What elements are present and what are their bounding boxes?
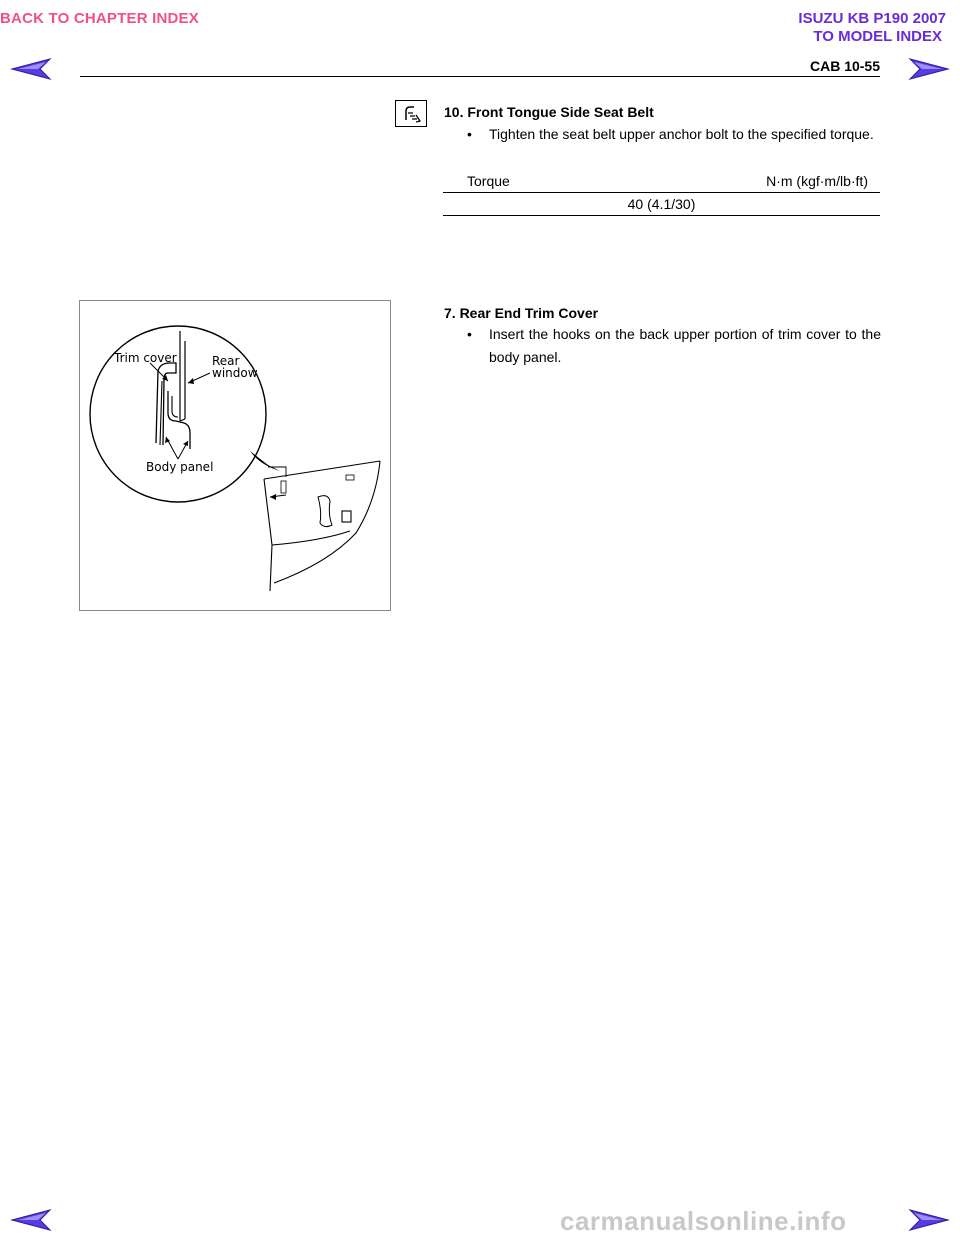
label-body-panel: Body panel — [146, 460, 214, 474]
watermark: carmanualsonline.info — [560, 1206, 847, 1236]
torque-units: N·m (kgf·m/lb·ft) — [766, 173, 868, 189]
next-page-arrow-icon[interactable] — [906, 56, 950, 82]
next-page-arrow-icon[interactable] — [906, 1207, 950, 1233]
torque-wrench-icon — [395, 100, 427, 127]
bullet-icon: • — [467, 326, 472, 342]
trim-cover-figure — [79, 300, 391, 611]
section-heading: 7. Rear End Trim Cover — [444, 305, 599, 321]
bullet-item — [467, 323, 881, 369]
bullet-icon: • — [467, 126, 472, 142]
torque-label: Torque — [467, 173, 510, 189]
bullet-text: Insert the hooks on the back upper portion of trim cover to the body panel. — [489, 326, 881, 365]
torque-value: 40 (4.1/30) — [443, 193, 880, 216]
torque-table-header — [443, 170, 880, 193]
back-to-chapter-link[interactable]: BACK TO CHAPTER INDEX — [0, 10, 199, 27]
page-label: CAB 10-55 — [809, 58, 880, 74]
header-rule — [80, 76, 880, 77]
model-title-link[interactable]: ISUZU KB P190 2007 — [798, 10, 946, 27]
bullet-text: Tighten the seat belt upper anchor bolt to the specified torque. — [489, 126, 874, 142]
to-model-index-link[interactable]: TO MODEL INDEX — [813, 28, 942, 45]
torque-table — [443, 170, 880, 216]
label-window: window — [212, 366, 258, 380]
section-heading: 10. Front Tongue Side Seat Belt — [444, 104, 654, 120]
model-links — [798, 10, 946, 46]
prev-page-arrow-icon[interactable] — [10, 1207, 54, 1233]
bullet-item — [467, 123, 881, 169]
label-rear: Rear — [212, 354, 240, 368]
prev-page-arrow-icon[interactable] — [10, 56, 54, 82]
label-trim-cover: Trim cover — [114, 351, 177, 365]
